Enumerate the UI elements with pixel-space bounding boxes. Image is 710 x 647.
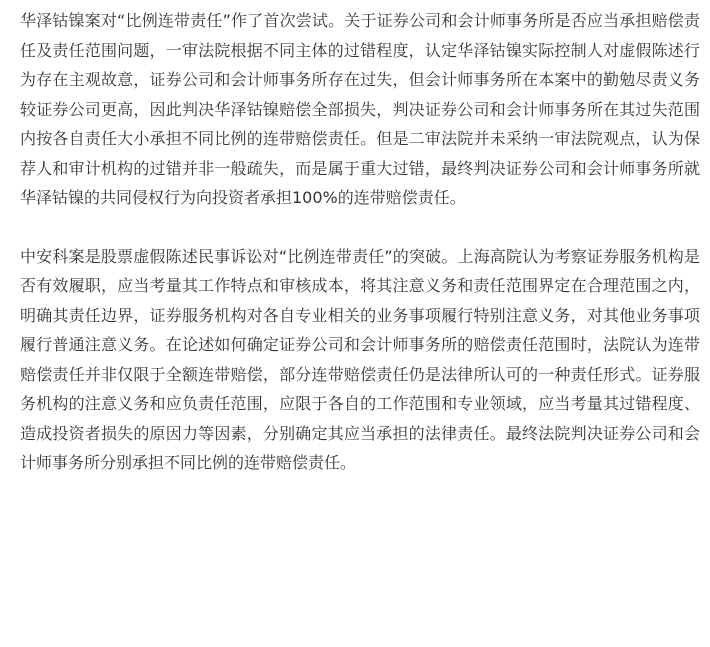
- paragraph-zhonganke-case: 中安科案是股票虚假陈述民事诉讼对“比例连带责任”的突破。上海高院认为考察证券服务机构是否有效履职，应当考量其工作特点和审核成本，将其注意义务和责任范围界定在合理范围之内，明确其责任边界，证券服务机构对各自专业相关的业务事项履行特别注意义务，对其他业务事项履行普通注意义务。在论述如何确定证券公司和会计师事务所的赔偿责任范围时，法院认为连带赔偿责任并非仅限于全额连带赔偿，部分连带赔偿责任仍是法律所认可的一种责任形式。证券服务机构的注意义务和应负责任范围，应限于各自的工作范围和专业领域，应当考量其过错程度、造成投资者损失的原因力等因素，分别确定其应当承担的法律责任。最终法院判决证券公司和会计师事务所分别承担不同比例的连带赔偿责任。: [20, 246, 700, 472]
- article-body: [20, 6, 700, 478]
- paragraph-huaze-case: 华泽钴镍案对“比例连带责任”作了首次尝试。关于证券公司和会计师事务所是否应当承担赔偿责任及责任范围问题，一审法院根据不同主体的过错程度，认定华泽钴镍实际控制人对虚假陈述行为存在主观故意，证券公司和会计师事务所存在过失，但会计师事务所在本案中的勤勉尽责义务较证券公司更高，因此判决华泽钴镍赔偿全部损失，判决证券公司和会计师事务所在其过失范围内按各自责任大小承担不同比例的连带赔偿责任。但是二审法院并未采纳一审法院观点，认为保荐人和审计机构的过错并非一般疏失，而是属于重大过错，最终判决证券公司和会计师事务所就华泽钴镍的共同侵权行为向投资者承担100%的连带赔偿责任。: [20, 11, 700, 207]
